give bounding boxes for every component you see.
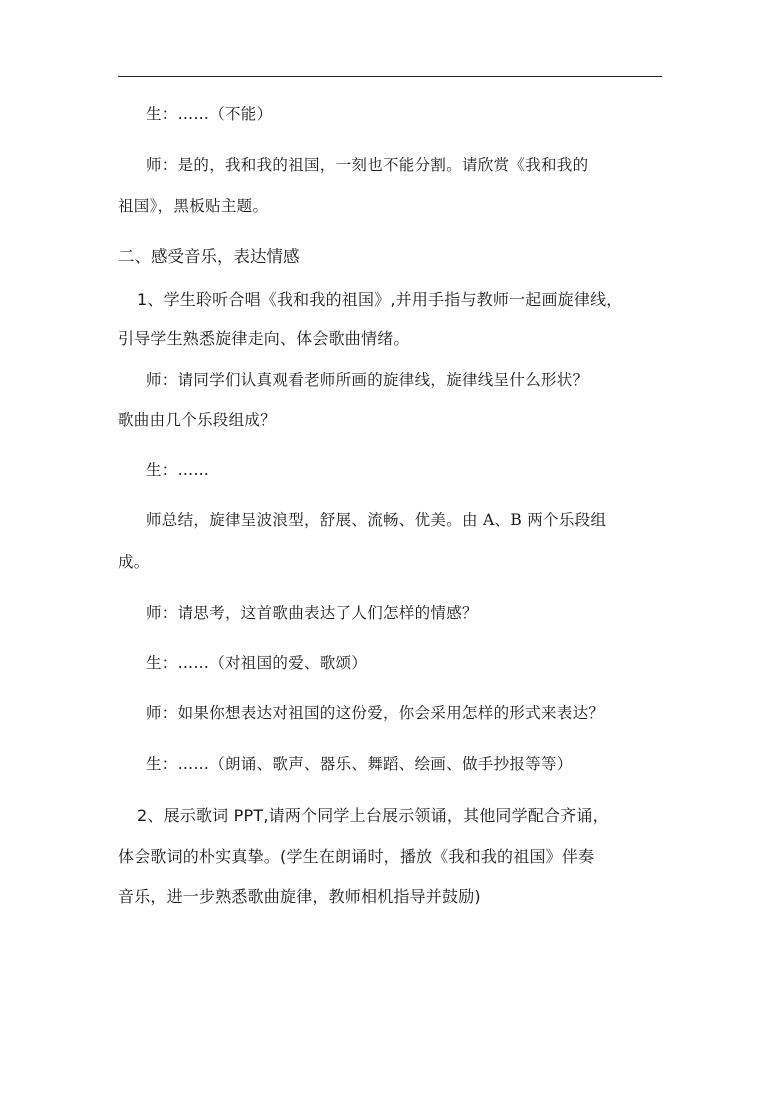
step-paragraph: 体会歌词的朴实真挚。(学生在朗诵时，播放《我和我的祖国》伴奏 <box>118 847 595 866</box>
dialogue-line: 生：……（不能） <box>146 105 273 123</box>
dialogue-line: 师：是的，我和我的祖国，一刻也不能分割。请欣赏《我和我的 <box>146 156 589 174</box>
dialogue-line: 成。 <box>118 553 150 571</box>
step-paragraph: 音乐，进一步熟悉歌曲旋律，教师相机指导并鼓励) <box>118 887 481 906</box>
dialogue-line: 生：…… <box>146 461 210 479</box>
step-paragraph: 1、学生聆听合唱《我和我的祖国》,并用手指与教师一起画旋律线， <box>137 290 623 309</box>
step-paragraph: 2、展示歌词 PPT,请两个同学上台展示领诵，其他同学配合齐诵， <box>137 806 609 825</box>
section-heading: 二、感受音乐，表达情感 <box>118 247 300 266</box>
dialogue-line: 师总结，旋律呈波浪型，舒展、流畅、优美。由 A、B 两个乐段组 <box>146 511 607 529</box>
dialogue-line: 师：请思考，这首歌曲表达了人们怎样的情感？ <box>146 604 478 622</box>
dialogue-line: 生：……（对祖国的爱、歌颂） <box>146 654 368 672</box>
step-paragraph: 引导学生熟悉旋律走向、体会歌曲情绪。 <box>118 329 410 348</box>
dialogue-line: 祖国》，黑板贴主题。 <box>118 197 269 215</box>
dialogue-line: 生：……（朗诵、歌声、器乐、舞蹈、绘画、做手抄报等等） <box>146 755 573 773</box>
dialogue-line: 师：请同学们认真观看老师所画的旋律线，旋律线呈什么形状？ <box>146 371 589 389</box>
dialogue-line: 歌曲由几个乐段组成？ <box>118 411 277 429</box>
header-rule <box>118 76 662 77</box>
dialogue-line: 师：如果你想表达对祖国的这份爱，你会采用怎样的形式来表达？ <box>146 704 605 722</box>
